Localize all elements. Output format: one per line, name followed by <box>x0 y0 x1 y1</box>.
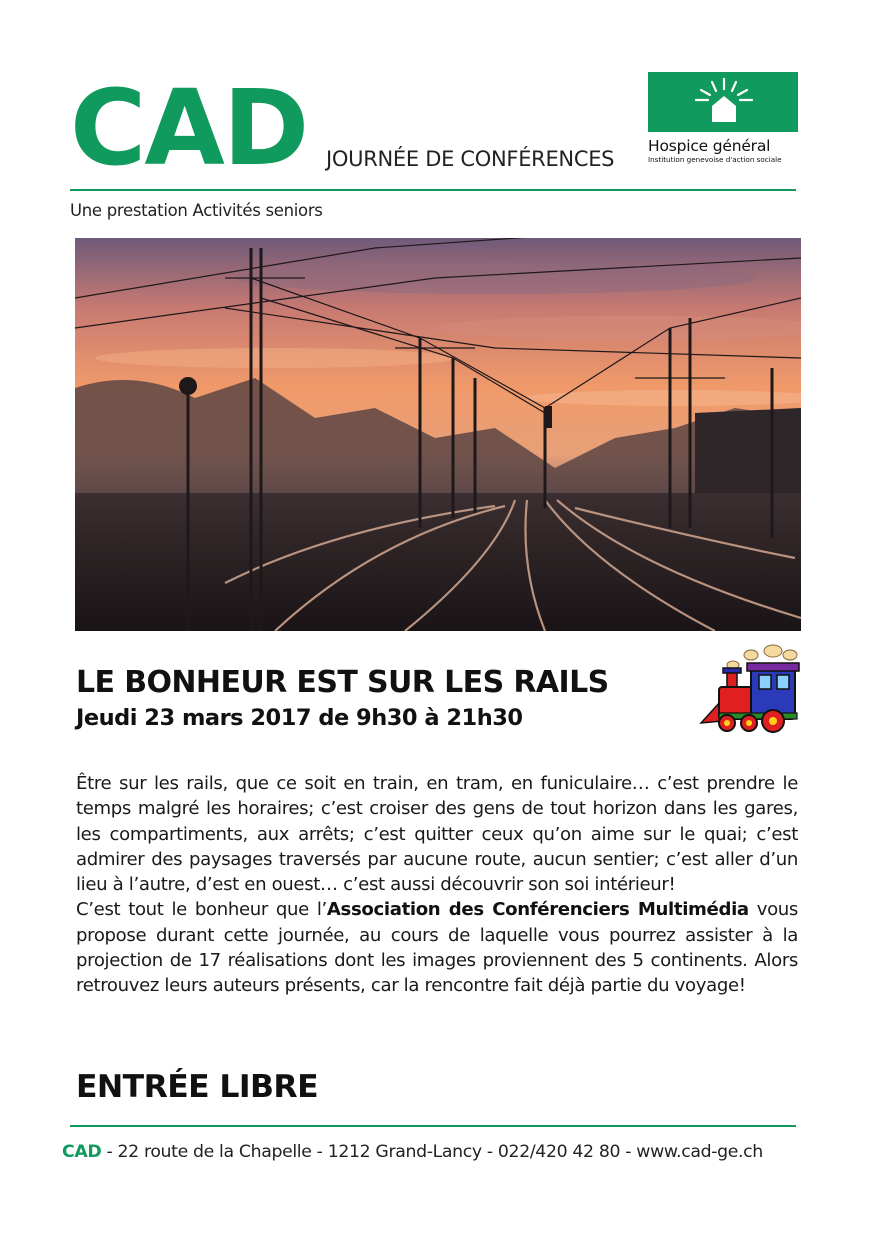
hospice-tagline: Institution genevoise d'action sociale <box>648 155 782 164</box>
footer-details: - 22 route de la Chapelle - 1212 Grand-Lancy - 022/420 42 80 - www.cad-ge.ch <box>101 1142 763 1162</box>
paragraph-2-intro: C’est tout le bonheur que l’ <box>76 899 327 921</box>
event-kind-label: JOURNÉE DE CONFÉRENCES <box>326 147 615 171</box>
footer-contact <box>62 1140 812 1164</box>
event-date: Jeudi 23 mars 2017 de 9h30 à 21h30 <box>76 705 523 731</box>
toy-train-icon <box>693 643 801 735</box>
footer-brand: CAD <box>62 1142 102 1162</box>
service-line: Une prestation Activités seniors <box>70 201 323 220</box>
paragraph-2-rest: vous propose durant cette journée, au cours de laquelle vous pourrez assister à la projection de 17 réalisations dont les images proviennent des 5 continents. Alors retrouvez leurs auteurs présents, car la rencontre fait déjà partie du voyage! <box>76 899 798 997</box>
entry-free-label: ENTRÉE LIBRE <box>76 1069 319 1105</box>
footer-divider <box>70 1125 796 1127</box>
hospice-name: Hospice général <box>648 137 771 155</box>
hospice-sun-house-icon <box>648 72 798 132</box>
association-name: Association des Conférenciers Multimédia <box>326 899 749 921</box>
description-paragraph-2 <box>76 897 798 998</box>
railway-sunset-photo <box>75 238 801 631</box>
header-divider <box>70 189 796 191</box>
event-description <box>76 771 798 999</box>
hospice-general-logo <box>648 72 798 164</box>
description-paragraph-1: Être sur les rails, que ce soit en train, en tram, en funiculaire… c’est prendre le temps malgré les horaires; c’est croiser des gens de tout horizon dans les gares, les compartiments, aux arrêts; c’est quitter ceux qu’on aime sur le quai; c’est admirer des paysages traversés par aucune route, aucun sentier; c’est aller d’un lieu à l’autre, d’est en ouest… c’est aussi découvrir son soi intérieur! <box>76 773 798 896</box>
cad-logo: CAD <box>70 67 308 189</box>
event-title: LE BONHEUR EST SUR LES RAILS <box>76 665 609 700</box>
hospice-logo-box <box>648 72 798 132</box>
